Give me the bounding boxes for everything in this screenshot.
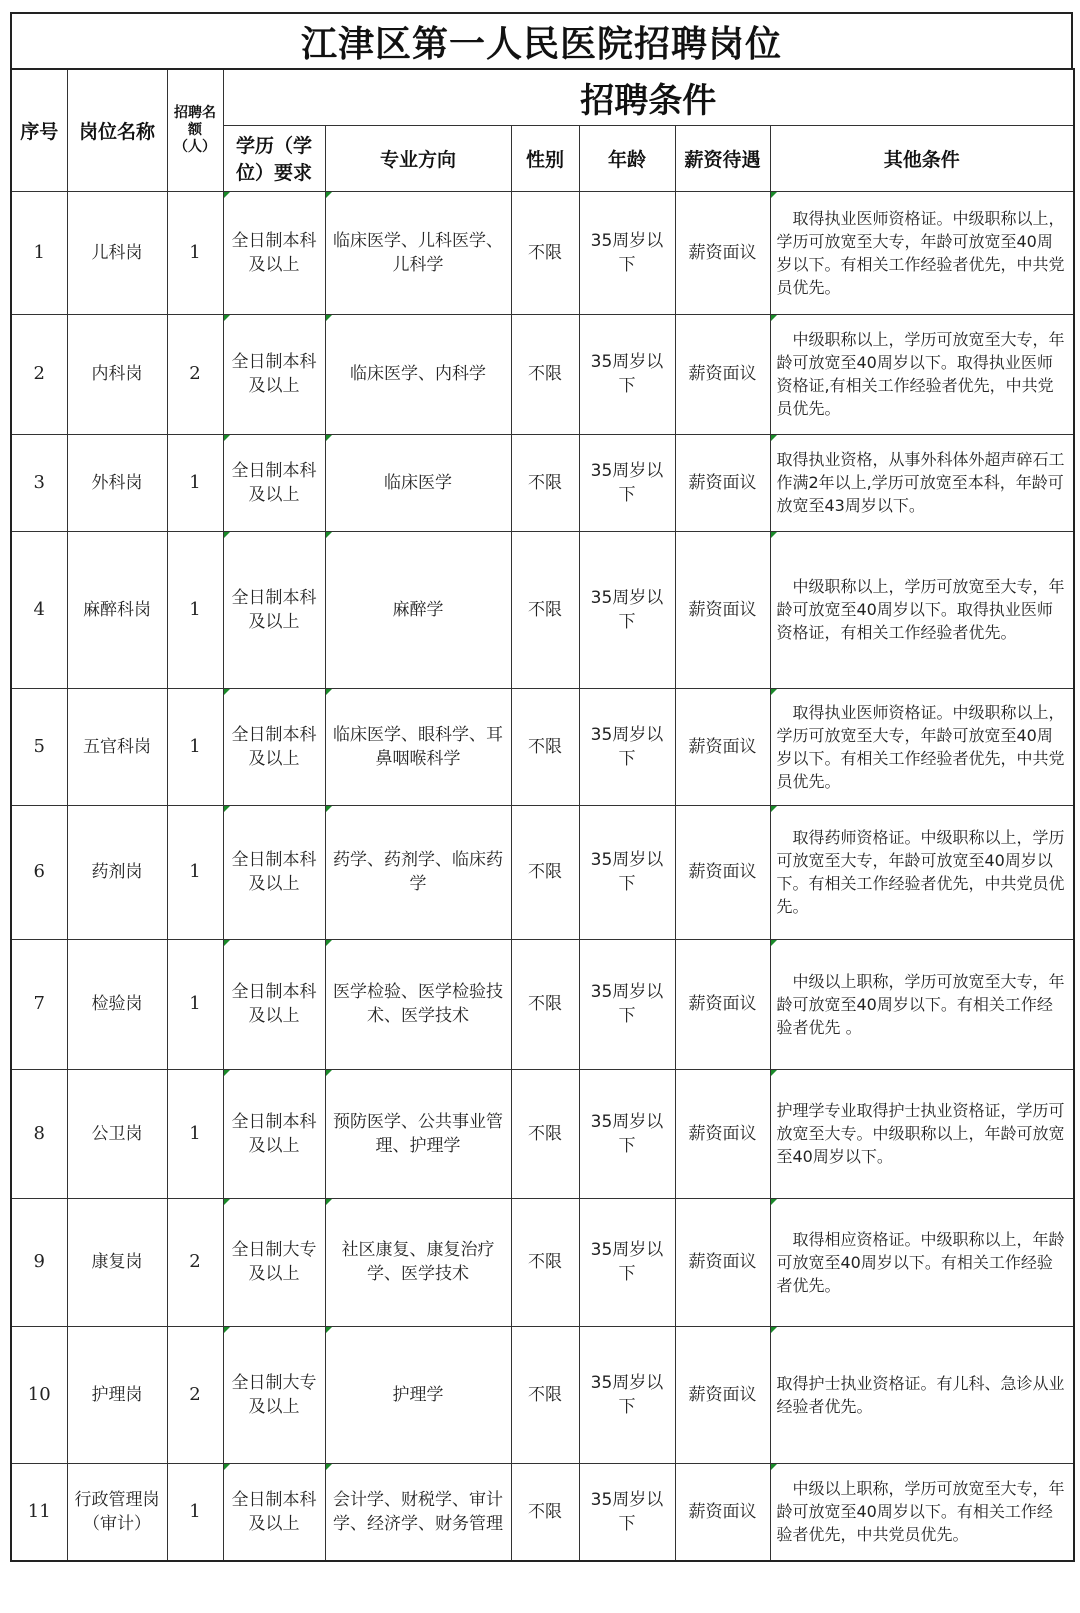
cell-major: 药学、药剂学、临床药学 [325, 805, 511, 939]
cell-education: 全日制本科及以上 [223, 805, 325, 939]
cell-education: 全日制本科及以上 [223, 1463, 325, 1561]
cell-other: 取得药师资格证。中级职称以上，学历可放宽至大专，年龄可放宽至40周岁以下。有相关工作经验者优先，中共党员优先。 [770, 805, 1074, 939]
cell-quota: 1 [167, 191, 223, 314]
cell-post: 检验岗 [67, 939, 167, 1069]
cell-age: 35周岁以下 [579, 688, 675, 805]
cell-major: 临床医学、内科学 [325, 314, 511, 434]
table-row [11, 531, 1074, 688]
header-age: 年龄 [579, 125, 675, 191]
cell-gender: 不限 [511, 191, 579, 314]
header-post: 岗位名称 [67, 69, 167, 191]
cell-quota: 1 [167, 1069, 223, 1198]
table-row [11, 1463, 1074, 1561]
cell-age: 35周岁以下 [579, 1069, 675, 1198]
cell-quota: 2 [167, 1326, 223, 1463]
table-row [11, 1326, 1074, 1463]
table-row [11, 434, 1074, 531]
cell-major: 临床医学、儿科医学、儿科学 [325, 191, 511, 314]
cell-education: 全日制本科及以上 [223, 939, 325, 1069]
cell-major: 医学检验、医学检验技术、医学技术 [325, 939, 511, 1069]
cell-major: 护理学 [325, 1326, 511, 1463]
cell-salary: 薪资面议 [675, 805, 770, 939]
cell-gender: 不限 [511, 1463, 579, 1561]
cell-gender: 不限 [511, 1198, 579, 1326]
cell-age: 35周岁以下 [579, 939, 675, 1069]
cell-seq: 7 [11, 939, 67, 1069]
cell-other: 中级职称以上，学历可放宽至大专，年龄可放宽至40周岁以下。取得执业医师资格证,有相关工作经验者优先，中共党员优先。 [770, 314, 1074, 434]
cell-education: 全日制本科及以上 [223, 434, 325, 531]
cell-seq: 8 [11, 1069, 67, 1198]
cell-gender: 不限 [511, 939, 579, 1069]
cell-education: 全日制本科及以上 [223, 1069, 325, 1198]
cell-gender: 不限 [511, 1326, 579, 1463]
cell-seq: 4 [11, 531, 67, 688]
cell-other: 中级职称以上，学历可放宽至大专，年龄可放宽至40周岁以下。取得执业医师资格证，有相关工作经验者优先。 [770, 531, 1074, 688]
cell-quota: 1 [167, 434, 223, 531]
cell-major: 麻醉学 [325, 531, 511, 688]
cell-education: 全日制大专及以上 [223, 1326, 325, 1463]
cell-post: 外科岗 [67, 434, 167, 531]
cell-age: 35周岁以下 [579, 1326, 675, 1463]
cell-other: 取得执业医师资格证。中级职称以上，学历可放宽至大专，年龄可放宽至40周岁以下。有相关工作经验者优先，中共党员优先。 [770, 688, 1074, 805]
page-title: 江津区第一人民医院招聘岗位 [10, 12, 1073, 68]
cell-education: 全日制大专及以上 [223, 1198, 325, 1326]
cell-age: 35周岁以下 [579, 1198, 675, 1326]
cell-age: 35周岁以下 [579, 434, 675, 531]
recruitment-sheet [10, 12, 1073, 1562]
cell-age: 35周岁以下 [579, 314, 675, 434]
cell-salary: 薪资面议 [675, 1198, 770, 1326]
cell-post: 五官科岗 [67, 688, 167, 805]
cell-age: 35周岁以下 [579, 1463, 675, 1561]
cell-salary: 薪资面议 [675, 939, 770, 1069]
cell-gender: 不限 [511, 531, 579, 688]
cell-other: 取得执业资格，从事外科体外超声碎石工作满2年以上,学历可放宽至本科，年龄可放宽至43周岁以下。 [770, 434, 1074, 531]
cell-seq: 1 [11, 191, 67, 314]
cell-quota: 1 [167, 805, 223, 939]
header-salary: 薪资待遇 [675, 125, 770, 191]
cell-age: 35周岁以下 [579, 191, 675, 314]
header-gender: 性别 [511, 125, 579, 191]
cell-post: 康复岗 [67, 1198, 167, 1326]
cell-seq: 6 [11, 805, 67, 939]
table-body [11, 191, 1074, 1561]
cell-post: 麻醉科岗 [67, 531, 167, 688]
cell-salary: 薪资面议 [675, 531, 770, 688]
cell-post: 儿科岗 [67, 191, 167, 314]
cell-gender: 不限 [511, 434, 579, 531]
cell-salary: 薪资面议 [675, 1069, 770, 1198]
cell-salary: 薪资面议 [675, 1326, 770, 1463]
cell-seq: 2 [11, 314, 67, 434]
table-row [11, 1198, 1074, 1326]
header-seq: 序号 [11, 69, 67, 191]
header-quota: 招聘名额（人） [167, 69, 223, 191]
cell-salary: 薪资面议 [675, 1463, 770, 1561]
cell-quota: 2 [167, 1198, 223, 1326]
cell-post: 内科岗 [67, 314, 167, 434]
header-conditions: 招聘条件 [223, 69, 1074, 125]
header-major: 专业方向 [325, 125, 511, 191]
cell-salary: 薪资面议 [675, 314, 770, 434]
cell-seq: 3 [11, 434, 67, 531]
table-row [11, 805, 1074, 939]
table-row [11, 314, 1074, 434]
table-row [11, 939, 1074, 1069]
cell-salary: 薪资面议 [675, 191, 770, 314]
cell-age: 35周岁以下 [579, 805, 675, 939]
table-row [11, 1069, 1074, 1198]
cell-gender: 不限 [511, 805, 579, 939]
cell-quota: 1 [167, 531, 223, 688]
header-education: 学历（学位）要求 [223, 125, 325, 191]
table-row [11, 191, 1074, 314]
cell-other: 取得执业医师资格证。中级职称以上，学历可放宽至大专，年龄可放宽至40周岁以下。有相关工作经验者优先，中共党员优先。 [770, 191, 1074, 314]
recruitment-table [10, 68, 1075, 1562]
cell-other: 中级以上职称，学历可放宽至大专，年龄可放宽至40周岁以下。有相关工作经验者优先 。 [770, 939, 1074, 1069]
cell-education: 全日制本科及以上 [223, 191, 325, 314]
cell-seq: 11 [11, 1463, 67, 1561]
cell-major: 临床医学 [325, 434, 511, 531]
cell-education: 全日制本科及以上 [223, 531, 325, 688]
cell-major: 社区康复、康复治疗学、医学技术 [325, 1198, 511, 1326]
cell-salary: 薪资面议 [675, 688, 770, 805]
cell-seq: 9 [11, 1198, 67, 1326]
cell-quota: 2 [167, 314, 223, 434]
cell-post: 护理岗 [67, 1326, 167, 1463]
header-other: 其他条件 [770, 125, 1074, 191]
cell-gender: 不限 [511, 1069, 579, 1198]
cell-quota: 1 [167, 1463, 223, 1561]
cell-major: 预防医学、公共事业管理、护理学 [325, 1069, 511, 1198]
cell-education: 全日制本科及以上 [223, 688, 325, 805]
table-row [11, 688, 1074, 805]
cell-major: 会计学、财税学、审计学、经济学、财务管理 [325, 1463, 511, 1561]
cell-post: 公卫岗 [67, 1069, 167, 1198]
cell-other: 取得相应资格证。中级职称以上，年龄可放宽至40周岁以下。有相关工作经验者优先。 [770, 1198, 1074, 1326]
cell-post: 行政管理岗（审计） [67, 1463, 167, 1561]
cell-post: 药剂岗 [67, 805, 167, 939]
cell-quota: 1 [167, 688, 223, 805]
cell-salary: 薪资面议 [675, 434, 770, 531]
cell-gender: 不限 [511, 688, 579, 805]
cell-major: 临床医学、眼科学、耳鼻咽喉科学 [325, 688, 511, 805]
cell-seq: 10 [11, 1326, 67, 1463]
cell-age: 35周岁以下 [579, 531, 675, 688]
cell-seq: 5 [11, 688, 67, 805]
cell-other: 取得护士执业资格证。有儿科、急诊从业经验者优先。 [770, 1326, 1074, 1463]
cell-other: 中级以上职称，学历可放宽至大专，年龄可放宽至40周岁以下。有相关工作经验者优先，中共党员优先。 [770, 1463, 1074, 1561]
cell-quota: 1 [167, 939, 223, 1069]
cell-education: 全日制本科及以上 [223, 314, 325, 434]
cell-gender: 不限 [511, 314, 579, 434]
cell-other: 护理学专业取得护士执业资格证，学历可放宽至大专。中级职称以上，年龄可放宽至40周岁以下。 [770, 1069, 1074, 1198]
